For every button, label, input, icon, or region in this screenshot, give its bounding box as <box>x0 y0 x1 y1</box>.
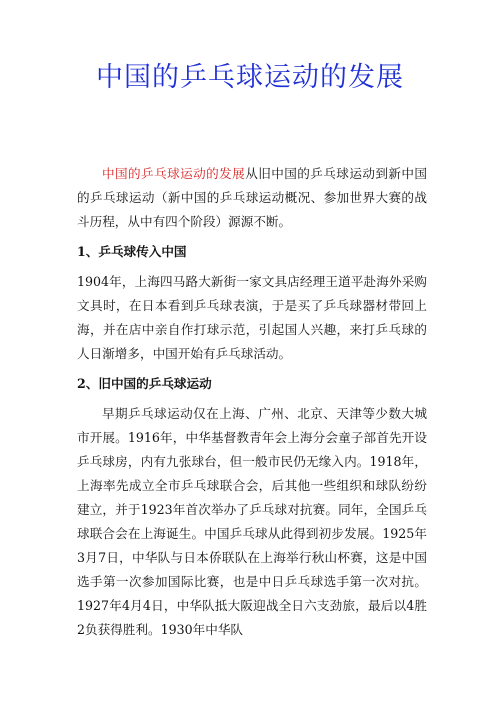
section-paragraph-2: 早期乒乓球运动仅在上海、广州、北京、天津等少数大城市开展。1916年，中华基督教青年会上海分会童子部首先开设乒乓球房，内有九张球台，但一般市民仍无缘入内。1918年，上海率先成立全市乒乓球联合会，后其他一些组织和球队纷纷建立，并于1923年首次举办了乒乓球对抗赛。同年，全国乒乓球联合会在上海诞生。中国乒乓球从此得到初步发展。1925年3月7日，中华队与日本侨联队在上海举行秋山杯赛，这是中国选手第一次参加国际比赛，也是中日乒乓球选手第一次对抗。1927年4月4日，中华队抵大阪迎战全日六支劲旅，最后以4胜2负获得胜利。1930年中华队 <box>77 406 427 637</box>
document-body <box>77 162 427 648</box>
intro-paragraph <box>77 162 427 234</box>
intro-text: 从旧中国的乒乓球运动到新中国的乒乓球运动（新中国的乒乓球运动概况、参加世界大赛的战斗历程，从中有四个阶段）源源不断。 <box>77 166 428 229</box>
intro-highlight: 中国的乒乓球运动的发展 <box>102 166 246 181</box>
section-heading-1: 1、乒乓球传入中国 <box>77 244 187 259</box>
document-title: 中国的乒乓球运动的发展 <box>96 62 404 93</box>
section-paragraph-1: 1904年，上海四马路大新街一家文具店经理王道平赴海外采购文具时，在日本看到乒乓球表演，于是买了乒乓球器材带回上海，并在店中亲自作打球示范，引起国人兴趣，来打乒乓球的人日渐增多，中国开始有乒乓球活动。 <box>77 274 427 361</box>
section-heading-2: 2、旧中国的乒乓球运动 <box>77 376 212 391</box>
